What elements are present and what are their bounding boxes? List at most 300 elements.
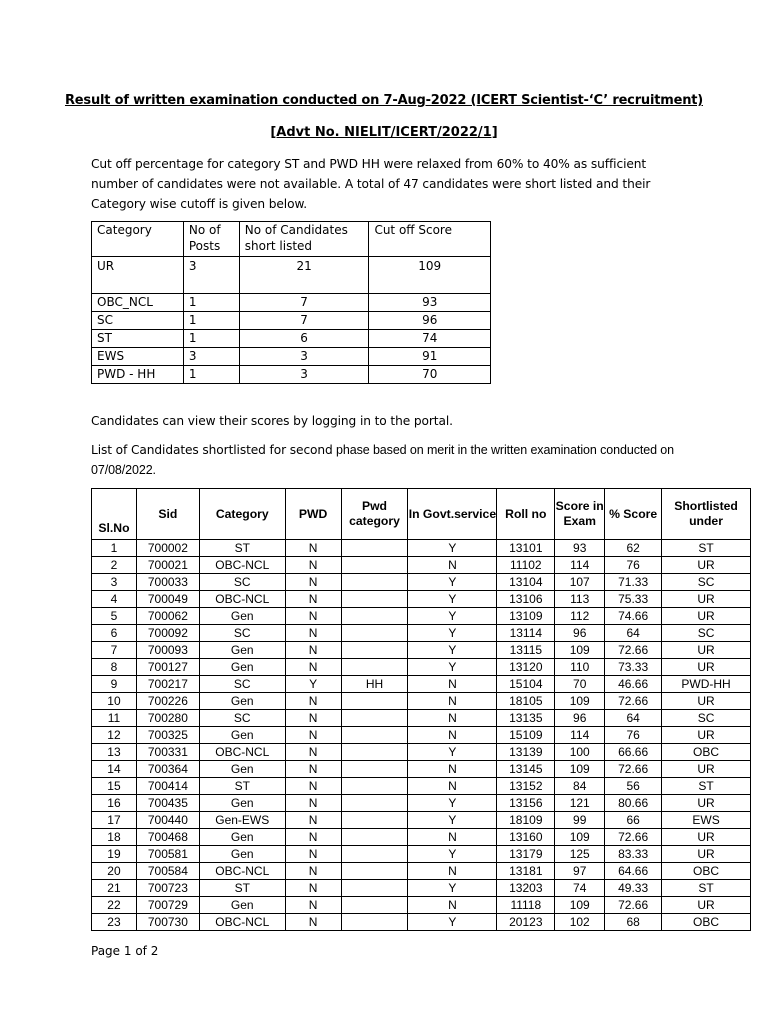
candidate-cell-govt-service: Y <box>408 812 497 829</box>
candidate-cell-pwd-category <box>341 829 408 846</box>
candidate-cell-score: 109 <box>555 693 605 710</box>
category-cell-posts: 3 <box>183 348 239 366</box>
candidate-cell-roll-no: 18105 <box>497 693 555 710</box>
candidate-header-category: Category <box>199 489 285 540</box>
candidate-cell-pwd: N <box>285 744 341 761</box>
candidate-cell-roll-no: 20123 <box>497 914 555 931</box>
category-row <box>92 257 491 294</box>
candidate-cell-percent-score: 46.66 <box>605 676 662 693</box>
candidate-cell-score: 110 <box>555 659 605 676</box>
candidate-cell-score: 109 <box>555 761 605 778</box>
category-cell-category: UR <box>92 257 184 294</box>
candidate-cell-roll-no: 11118 <box>497 897 555 914</box>
candidate-cell-govt-service: N <box>408 829 497 846</box>
candidate-cell-category: ST <box>199 778 285 795</box>
candidate-cell-sl-no: 9 <box>92 676 137 693</box>
candidate-cell-percent-score: 72.66 <box>605 642 662 659</box>
category-cell-cutoff: 74 <box>369 330 491 348</box>
candidate-cell-percent-score: 66.66 <box>605 744 662 761</box>
candidate-cell-sl-no: 21 <box>92 880 137 897</box>
candidate-cell-score: 114 <box>555 557 605 574</box>
table-row <box>92 880 751 897</box>
candidate-cell-pwd: N <box>285 591 341 608</box>
candidate-cell-percent-score: 83.33 <box>605 846 662 863</box>
candidate-cell-pwd: N <box>285 642 341 659</box>
category-cell-category: SC <box>92 312 184 330</box>
candidate-cell-roll-no: 13181 <box>497 863 555 880</box>
candidate-cell-percent-score: 56 <box>605 778 662 795</box>
candidate-cell-sid: 700280 <box>136 710 199 727</box>
candidate-cell-sid: 700093 <box>136 642 199 659</box>
table-row <box>92 591 751 608</box>
candidate-cell-category: SC <box>199 710 285 727</box>
candidate-cell-score: 112 <box>555 608 605 625</box>
category-cell-posts: 1 <box>183 312 239 330</box>
candidate-cell-govt-service: Y <box>408 659 497 676</box>
candidate-cell-sid: 700226 <box>136 693 199 710</box>
candidate-cell-pwd: N <box>285 778 341 795</box>
candidate-cell-sl-no: 19 <box>92 846 137 863</box>
candidate-cell-shortlisted-under: UR <box>662 897 751 914</box>
candidate-cell-percent-score: 80.66 <box>605 795 662 812</box>
candidate-cell-govt-service: N <box>408 863 497 880</box>
candidate-cell-category: OBC-NCL <box>199 914 285 931</box>
candidate-cell-govt-service: N <box>408 897 497 914</box>
candidate-cell-percent-score: 64 <box>605 625 662 642</box>
candidate-cell-govt-service: N <box>408 761 497 778</box>
candidate-cell-score: 102 <box>555 914 605 931</box>
candidate-cell-pwd-category <box>341 880 408 897</box>
candidate-cell-category: Gen-EWS <box>199 812 285 829</box>
candidate-cell-sid: 700092 <box>136 625 199 642</box>
candidate-cell-score: 113 <box>555 591 605 608</box>
table-row <box>92 863 751 880</box>
candidate-cell-percent-score: 64.66 <box>605 863 662 880</box>
candidate-cell-score: 93 <box>555 540 605 557</box>
portal-note: Candidates can view their scores by logging in to the portal. <box>91 414 453 428</box>
candidate-cell-roll-no: 11102 <box>497 557 555 574</box>
candidate-cell-percent-score: 66 <box>605 812 662 829</box>
candidate-cell-roll-no: 13106 <box>497 591 555 608</box>
category-cell-shortlisted: 7 <box>239 312 369 330</box>
candidate-cell-sid: 700468 <box>136 829 199 846</box>
table-row <box>92 557 751 574</box>
category-row <box>92 294 491 312</box>
candidate-cell-pwd: N <box>285 795 341 812</box>
candidate-cell-score: 100 <box>555 744 605 761</box>
candidate-cell-shortlisted-under: OBC <box>662 744 751 761</box>
candidate-cell-pwd: Y <box>285 676 341 693</box>
candidate-table-header <box>92 489 751 540</box>
candidate-header-pwd-category: Pwd category <box>341 489 408 540</box>
table-row <box>92 676 751 693</box>
candidate-cell-shortlisted-under: ST <box>662 778 751 795</box>
candidate-cell-percent-score: 75.33 <box>605 591 662 608</box>
category-row <box>92 366 491 384</box>
candidate-cell-score: 109 <box>555 642 605 659</box>
candidate-cell-shortlisted-under: SC <box>662 710 751 727</box>
candidate-cell-pwd: N <box>285 863 341 880</box>
category-cell-category: PWD - HH <box>92 366 184 384</box>
candidate-cell-roll-no: 13114 <box>497 625 555 642</box>
candidate-cell-score: 97 <box>555 863 605 880</box>
table-row <box>92 574 751 591</box>
candidate-cell-govt-service: Y <box>408 795 497 812</box>
candidate-cell-roll-no: 13104 <box>497 574 555 591</box>
candidate-header-roll-no: Roll no <box>497 489 555 540</box>
candidate-cell-pwd-category <box>341 863 408 880</box>
candidate-cell-pwd: N <box>285 574 341 591</box>
candidate-cell-govt-service: N <box>408 693 497 710</box>
candidate-cell-roll-no: 13156 <box>497 795 555 812</box>
candidate-cell-sl-no: 23 <box>92 914 137 931</box>
candidate-cell-govt-service: Y <box>408 642 497 659</box>
candidate-cell-govt-service: Y <box>408 625 497 642</box>
candidate-cell-category: Gen <box>199 761 285 778</box>
category-header-cutoff: Cut off Score <box>369 222 491 257</box>
category-header-posts: No of Posts <box>183 222 239 257</box>
page-title: Result of written examination conducted on 7-Aug-2022 (ICERT Scientist-‘C’ recruitment) <box>64 93 703 108</box>
candidate-cell-percent-score: 72.66 <box>605 897 662 914</box>
candidate-cell-sid: 700049 <box>136 591 199 608</box>
category-cell-cutoff: 91 <box>369 348 491 366</box>
category-cell-posts: 1 <box>183 294 239 312</box>
table-row <box>92 540 751 557</box>
candidate-header-govt-service: In Govt.service <box>408 489 497 540</box>
candidate-cell-percent-score: 71.33 <box>605 574 662 591</box>
category-cell-cutoff: 70 <box>369 366 491 384</box>
candidate-cell-sl-no: 3 <box>92 574 137 591</box>
candidate-cell-category: OBC-NCL <box>199 863 285 880</box>
candidate-table <box>91 488 751 931</box>
candidate-cell-category: OBC-NCL <box>199 744 285 761</box>
table-row <box>92 778 751 795</box>
candidate-cell-score: 109 <box>555 897 605 914</box>
candidate-cell-sl-no: 13 <box>92 744 137 761</box>
candidate-cell-percent-score: 72.66 <box>605 693 662 710</box>
candidate-cell-shortlisted-under: UR <box>662 727 751 744</box>
category-header-shortlisted: No of Candidates short listed <box>239 222 369 257</box>
table-row <box>92 914 751 931</box>
candidate-cell-sl-no: 18 <box>92 829 137 846</box>
candidate-cell-sid: 700325 <box>136 727 199 744</box>
candidate-cell-sid: 700435 <box>136 795 199 812</box>
candidate-cell-govt-service: N <box>408 778 497 795</box>
table-row <box>92 727 751 744</box>
candidate-cell-category: Gen <box>199 693 285 710</box>
candidate-cell-sid: 700002 <box>136 540 199 557</box>
candidate-cell-sid: 700062 <box>136 608 199 625</box>
candidate-cell-shortlisted-under: SC <box>662 574 751 591</box>
candidate-cell-sl-no: 10 <box>92 693 137 710</box>
candidate-cell-shortlisted-under: UR <box>662 761 751 778</box>
candidate-cell-pwd: N <box>285 761 341 778</box>
candidate-cell-pwd-category <box>341 557 408 574</box>
candidate-cell-sid: 700581 <box>136 846 199 863</box>
candidate-cell-sl-no: 8 <box>92 659 137 676</box>
candidate-cell-govt-service: Y <box>408 574 497 591</box>
page-footer: Page 1 of 2 <box>91 944 159 958</box>
candidate-cell-sl-no: 2 <box>92 557 137 574</box>
table-row <box>92 642 751 659</box>
candidate-cell-govt-service: Y <box>408 540 497 557</box>
candidate-cell-percent-score: 76 <box>605 557 662 574</box>
candidate-cell-govt-service: Y <box>408 846 497 863</box>
candidate-cell-shortlisted-under: UR <box>662 829 751 846</box>
candidate-cell-category: SC <box>199 574 285 591</box>
candidate-cell-category: Gen <box>199 829 285 846</box>
category-cell-cutoff: 109 <box>369 257 491 294</box>
candidate-cell-sl-no: 15 <box>92 778 137 795</box>
candidate-cell-sid: 700127 <box>136 659 199 676</box>
candidate-cell-pwd-category <box>341 625 408 642</box>
candidate-header-percent-score: % Score <box>605 489 662 540</box>
candidate-cell-sl-no: 7 <box>92 642 137 659</box>
table-row <box>92 897 751 914</box>
table-row <box>92 625 751 642</box>
table-row <box>92 710 751 727</box>
category-table-header <box>92 222 491 257</box>
candidate-cell-govt-service: Y <box>408 880 497 897</box>
candidate-cell-pwd-category <box>341 795 408 812</box>
candidate-cell-roll-no: 13135 <box>497 710 555 727</box>
candidate-cell-shortlisted-under: UR <box>662 846 751 863</box>
candidate-cell-shortlisted-under: OBC <box>662 863 751 880</box>
candidate-cell-sid: 700364 <box>136 761 199 778</box>
candidate-cell-score: 96 <box>555 625 605 642</box>
candidate-cell-category: Gen <box>199 727 285 744</box>
category-cell-cutoff: 93 <box>369 294 491 312</box>
table-row <box>92 829 751 846</box>
candidate-cell-category: Gen <box>199 795 285 812</box>
candidate-cell-percent-score: 68 <box>605 914 662 931</box>
candidate-cell-sid: 700021 <box>136 557 199 574</box>
candidate-cell-roll-no: 18109 <box>497 812 555 829</box>
candidate-cell-percent-score: 49.33 <box>605 880 662 897</box>
candidate-cell-score: 121 <box>555 795 605 812</box>
candidate-cell-sid: 700729 <box>136 897 199 914</box>
candidate-cell-pwd: N <box>285 829 341 846</box>
candidate-cell-sl-no: 12 <box>92 727 137 744</box>
candidate-cell-pwd: N <box>285 625 341 642</box>
candidate-cell-pwd-category <box>341 846 408 863</box>
candidate-cell-pwd-category <box>341 574 408 591</box>
candidate-cell-category: OBC-NCL <box>199 557 285 574</box>
candidate-cell-govt-service: Y <box>408 744 497 761</box>
list-intro-rest: phase based on merit in the written examination conducted on 07/08/2022. <box>91 443 674 477</box>
table-row <box>92 659 751 676</box>
candidate-cell-roll-no: 13109 <box>497 608 555 625</box>
candidate-cell-category: OBC-NCL <box>199 591 285 608</box>
candidate-cell-sl-no: 17 <box>92 812 137 829</box>
candidate-cell-govt-service: Y <box>408 914 497 931</box>
candidate-cell-score: 74 <box>555 880 605 897</box>
list-intro <box>91 440 691 480</box>
candidate-cell-pwd: N <box>285 710 341 727</box>
candidate-cell-pwd: N <box>285 557 341 574</box>
candidate-cell-pwd-category: HH <box>341 676 408 693</box>
candidate-cell-govt-service: N <box>408 727 497 744</box>
candidate-cell-pwd: N <box>285 846 341 863</box>
category-cell-shortlisted: 3 <box>239 366 369 384</box>
candidate-cell-roll-no: 15109 <box>497 727 555 744</box>
candidate-cell-sid: 700331 <box>136 744 199 761</box>
category-row <box>92 348 491 366</box>
candidate-cell-shortlisted-under: OBC <box>662 914 751 931</box>
category-cell-category: OBC_NCL <box>92 294 184 312</box>
category-cell-shortlisted: 3 <box>239 348 369 366</box>
candidate-cell-category: Gen <box>199 897 285 914</box>
candidate-cell-pwd: N <box>285 880 341 897</box>
candidate-cell-shortlisted-under: UR <box>662 557 751 574</box>
candidate-cell-pwd: N <box>285 812 341 829</box>
candidate-cell-roll-no: 13179 <box>497 846 555 863</box>
table-row <box>92 846 751 863</box>
category-cutoff-table <box>91 221 491 384</box>
intro-paragraph: Cut off percentage for category ST and PWD HH were relaxed from 60% to 40% as sufficient number of candidates were not available. A total of 47 candidates were short listed and their Category wise cutoff is given below. <box>91 157 651 211</box>
candidate-cell-score: 125 <box>555 846 605 863</box>
candidate-cell-shortlisted-under: ST <box>662 880 751 897</box>
candidate-cell-sid: 700440 <box>136 812 199 829</box>
candidate-cell-category: Gen <box>199 659 285 676</box>
candidate-cell-pwd-category <box>341 591 408 608</box>
candidate-cell-govt-service: N <box>408 676 497 693</box>
candidate-cell-pwd: N <box>285 540 341 557</box>
candidate-cell-category: ST <box>199 880 285 897</box>
candidate-cell-category: ST <box>199 540 285 557</box>
candidate-header-sid: Sid <box>136 489 199 540</box>
candidate-cell-sl-no: 20 <box>92 863 137 880</box>
category-row <box>92 330 491 348</box>
candidate-cell-pwd: N <box>285 693 341 710</box>
candidate-cell-shortlisted-under: UR <box>662 693 751 710</box>
candidate-cell-pwd-category <box>341 710 408 727</box>
candidate-cell-pwd: N <box>285 608 341 625</box>
candidate-cell-shortlisted-under: ST <box>662 540 751 557</box>
candidate-cell-shortlisted-under: UR <box>662 642 751 659</box>
candidate-cell-score: 70 <box>555 676 605 693</box>
category-cell-shortlisted: 7 <box>239 294 369 312</box>
candidate-cell-roll-no: 13115 <box>497 642 555 659</box>
candidate-cell-score: 99 <box>555 812 605 829</box>
candidate-cell-pwd-category <box>341 897 408 914</box>
candidate-cell-pwd-category <box>341 744 408 761</box>
candidate-cell-shortlisted-under: EWS <box>662 812 751 829</box>
candidate-cell-sid: 700730 <box>136 914 199 931</box>
candidate-cell-pwd-category <box>341 642 408 659</box>
candidate-cell-roll-no: 13203 <box>497 880 555 897</box>
candidate-cell-sl-no: 6 <box>92 625 137 642</box>
candidate-cell-score: 107 <box>555 574 605 591</box>
category-header-category: Category <box>92 222 184 257</box>
category-cell-category: EWS <box>92 348 184 366</box>
candidate-cell-shortlisted-under: UR <box>662 591 751 608</box>
candidate-cell-sl-no: 5 <box>92 608 137 625</box>
candidate-cell-pwd-category <box>341 693 408 710</box>
candidate-cell-sl-no: 16 <box>92 795 137 812</box>
candidate-cell-percent-score: 76 <box>605 727 662 744</box>
candidate-cell-sid: 700217 <box>136 676 199 693</box>
candidate-cell-shortlisted-under: UR <box>662 608 751 625</box>
candidate-cell-shortlisted-under: UR <box>662 659 751 676</box>
candidate-cell-pwd-category <box>341 727 408 744</box>
candidate-cell-pwd-category <box>341 659 408 676</box>
table-row <box>92 761 751 778</box>
category-cell-posts: 1 <box>183 330 239 348</box>
candidate-cell-pwd: N <box>285 727 341 744</box>
table-row <box>92 744 751 761</box>
candidate-cell-sid: 700584 <box>136 863 199 880</box>
candidate-cell-shortlisted-under: UR <box>662 795 751 812</box>
candidate-cell-sid: 700033 <box>136 574 199 591</box>
candidate-header-score: Score in Exam <box>555 489 605 540</box>
table-row <box>92 795 751 812</box>
category-cell-shortlisted: 6 <box>239 330 369 348</box>
list-intro-lead: List of Candidates shortlisted for second <box>91 443 333 457</box>
candidate-cell-pwd-category <box>341 778 408 795</box>
candidate-header-sl-no: Sl.No <box>92 489 137 540</box>
candidate-cell-percent-score: 64 <box>605 710 662 727</box>
candidate-cell-percent-score: 72.66 <box>605 761 662 778</box>
advertisement-number: [Advt No. NIELIT/ICERT/2022/1] <box>270 125 498 140</box>
candidate-cell-shortlisted-under: PWD-HH <box>662 676 751 693</box>
candidate-cell-percent-score: 62 <box>605 540 662 557</box>
candidate-cell-govt-service: Y <box>408 608 497 625</box>
candidate-cell-sl-no: 22 <box>92 897 137 914</box>
candidate-cell-percent-score: 73.33 <box>605 659 662 676</box>
category-cell-cutoff: 96 <box>369 312 491 330</box>
candidate-cell-sl-no: 1 <box>92 540 137 557</box>
candidate-cell-category: SC <box>199 676 285 693</box>
candidate-cell-pwd-category <box>341 914 408 931</box>
category-cell-category: ST <box>92 330 184 348</box>
candidate-cell-sl-no: 4 <box>92 591 137 608</box>
candidate-cell-score: 96 <box>555 710 605 727</box>
candidate-cell-pwd-category <box>341 540 408 557</box>
candidate-cell-pwd-category <box>341 761 408 778</box>
candidate-cell-roll-no: 13139 <box>497 744 555 761</box>
table-row <box>92 608 751 625</box>
candidate-cell-category: Gen <box>199 608 285 625</box>
candidate-cell-score: 109 <box>555 829 605 846</box>
candidate-cell-roll-no: 15104 <box>497 676 555 693</box>
table-row <box>92 693 751 710</box>
candidate-cell-sid: 700414 <box>136 778 199 795</box>
candidate-cell-pwd-category <box>341 812 408 829</box>
candidate-cell-sid: 700723 <box>136 880 199 897</box>
candidate-cell-roll-no: 13145 <box>497 761 555 778</box>
candidate-cell-pwd-category <box>341 608 408 625</box>
candidate-header-pwd: PWD <box>285 489 341 540</box>
table-row <box>92 812 751 829</box>
candidate-cell-roll-no: 13160 <box>497 829 555 846</box>
category-row <box>92 312 491 330</box>
candidate-cell-score: 84 <box>555 778 605 795</box>
candidate-cell-shortlisted-under: SC <box>662 625 751 642</box>
candidate-cell-roll-no: 13152 <box>497 778 555 795</box>
candidate-cell-govt-service: N <box>408 710 497 727</box>
candidate-cell-pwd: N <box>285 914 341 931</box>
candidate-cell-roll-no: 13120 <box>497 659 555 676</box>
candidate-header-shortlisted-under: Shortlisted under <box>662 489 751 540</box>
candidate-cell-category: SC <box>199 625 285 642</box>
candidate-cell-sl-no: 14 <box>92 761 137 778</box>
candidate-cell-pwd: N <box>285 659 341 676</box>
candidate-cell-pwd: N <box>285 897 341 914</box>
candidate-cell-percent-score: 72.66 <box>605 829 662 846</box>
candidate-cell-govt-service: Y <box>408 591 497 608</box>
candidate-cell-category: Gen <box>199 846 285 863</box>
